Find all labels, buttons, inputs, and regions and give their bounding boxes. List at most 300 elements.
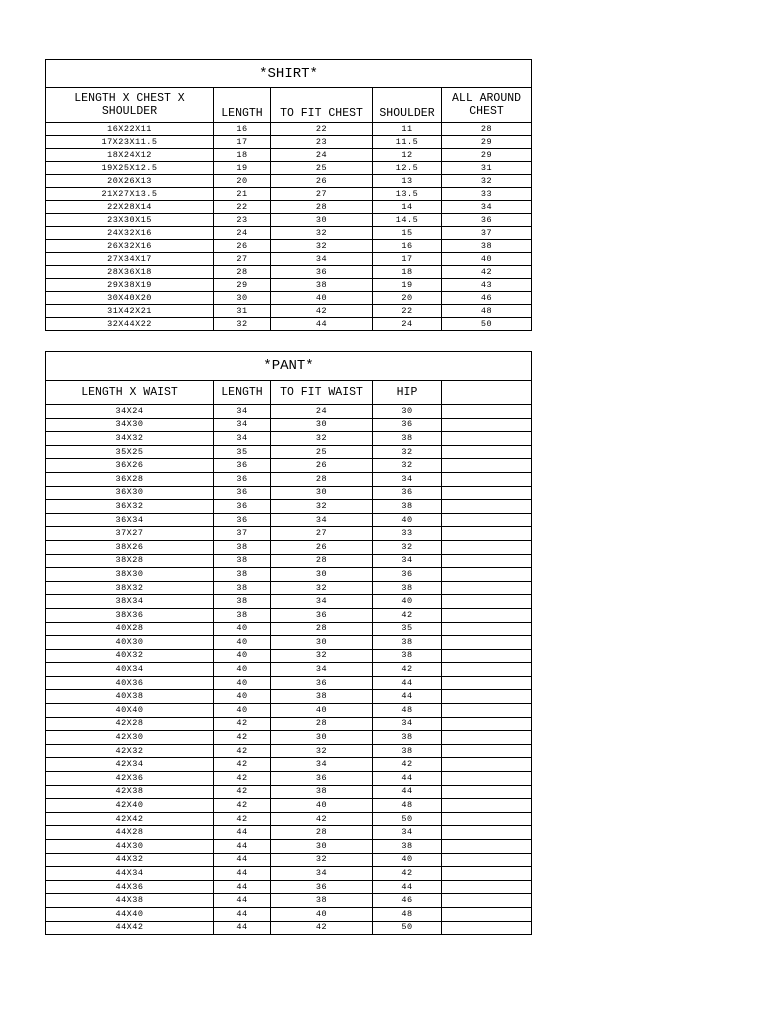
pant-cell: 36 bbox=[214, 459, 271, 473]
pant-cell: 36 bbox=[271, 608, 373, 622]
shirt-cell: 29 bbox=[442, 136, 532, 149]
pant-table-row bbox=[46, 907, 532, 921]
pant-table-row bbox=[46, 704, 532, 718]
pant-cell: 36X34 bbox=[46, 513, 214, 527]
pant-table-row bbox=[46, 622, 532, 636]
pant-cell: 34 bbox=[373, 554, 442, 568]
shirt-cell: 30X40X20 bbox=[46, 292, 214, 305]
pant-cell bbox=[442, 527, 532, 541]
shirt-table-row bbox=[46, 175, 532, 188]
shirt-cell: 44 bbox=[271, 318, 373, 331]
pant-cell: 40 bbox=[214, 663, 271, 677]
shirt-cell: 24X32X16 bbox=[46, 227, 214, 240]
shirt-cell: 50 bbox=[442, 318, 532, 331]
pant-table-row bbox=[46, 690, 532, 704]
pant-table-row bbox=[46, 608, 532, 622]
pant-cell: 42X36 bbox=[46, 772, 214, 786]
pant-table-row bbox=[46, 472, 532, 486]
shirt-table-row bbox=[46, 253, 532, 266]
pant-cell: 38X36 bbox=[46, 608, 214, 622]
shirt-cell: 46 bbox=[442, 292, 532, 305]
pant-cell: 40X34 bbox=[46, 663, 214, 677]
pant-cell: 40 bbox=[373, 513, 442, 527]
shirt-cell: 30 bbox=[214, 292, 271, 305]
pant-cell: 44X32 bbox=[46, 853, 214, 867]
shirt-cell: 11.5 bbox=[373, 136, 442, 149]
pant-cell: 32 bbox=[271, 432, 373, 446]
pant-table-row bbox=[46, 418, 532, 432]
pant-table-title: *PANT* bbox=[46, 352, 532, 381]
pant-table-row bbox=[46, 853, 532, 867]
pant-cell: 28 bbox=[271, 622, 373, 636]
pant-table-row bbox=[46, 513, 532, 527]
pant-cell: 42 bbox=[373, 663, 442, 677]
pant-cell: 42 bbox=[373, 867, 442, 881]
shirt-cell: 34 bbox=[271, 253, 373, 266]
pant-cell: 40X28 bbox=[46, 622, 214, 636]
shirt-header-around-chest: ALL AROUND CHEST bbox=[442, 88, 532, 123]
shirt-cell: 42 bbox=[442, 266, 532, 279]
pant-cell: 32 bbox=[271, 744, 373, 758]
shirt-cell: 38 bbox=[271, 279, 373, 292]
pant-cell: 38 bbox=[271, 785, 373, 799]
shirt-cell: 23 bbox=[271, 136, 373, 149]
pant-cell: 35 bbox=[373, 622, 442, 636]
pant-cell: 38X34 bbox=[46, 595, 214, 609]
pant-cell bbox=[442, 405, 532, 419]
pant-cell: 30 bbox=[271, 568, 373, 582]
pant-cell: 44 bbox=[373, 785, 442, 799]
pant-table-row bbox=[46, 921, 532, 935]
pant-cell: 44 bbox=[373, 690, 442, 704]
pant-table-body bbox=[46, 405, 532, 935]
pant-cell: 44X34 bbox=[46, 867, 214, 881]
pant-header-waist: TO FIT WAIST bbox=[271, 381, 373, 405]
pant-cell: 42X34 bbox=[46, 758, 214, 772]
pant-table-row bbox=[46, 527, 532, 541]
pant-cell: 36 bbox=[373, 486, 442, 500]
pant-cell: 30 bbox=[271, 840, 373, 854]
pant-cell bbox=[442, 880, 532, 894]
pant-cell bbox=[442, 636, 532, 650]
pant-table-row bbox=[46, 663, 532, 677]
pant-cell: 35X25 bbox=[46, 445, 214, 459]
pant-cell: 34X24 bbox=[46, 405, 214, 419]
pant-table-row bbox=[46, 772, 532, 786]
shirt-cell: 16 bbox=[214, 123, 271, 136]
pant-cell: 34 bbox=[271, 758, 373, 772]
pant-table-row bbox=[46, 595, 532, 609]
pant-cell: 44 bbox=[214, 840, 271, 854]
shirt-cell: 19 bbox=[373, 279, 442, 292]
pant-cell: 42 bbox=[271, 921, 373, 935]
pant-cell: 48 bbox=[373, 907, 442, 921]
pant-cell bbox=[442, 758, 532, 772]
pant-cell: 40 bbox=[373, 595, 442, 609]
pant-cell: 38 bbox=[373, 636, 442, 650]
pant-cell: 38 bbox=[271, 894, 373, 908]
pant-table-row bbox=[46, 867, 532, 881]
pant-cell: 40X38 bbox=[46, 690, 214, 704]
pant-cell: 38X32 bbox=[46, 581, 214, 595]
pant-cell: 34X30 bbox=[46, 418, 214, 432]
pant-header-empty bbox=[442, 381, 532, 405]
pant-cell: 40 bbox=[214, 636, 271, 650]
shirt-table-row bbox=[46, 149, 532, 162]
pant-cell: 44X42 bbox=[46, 921, 214, 935]
pant-cell: 38 bbox=[214, 595, 271, 609]
pant-cell: 42X42 bbox=[46, 812, 214, 826]
shirt-cell: 20X26X13 bbox=[46, 175, 214, 188]
pant-cell: 40 bbox=[214, 690, 271, 704]
pant-cell: 40 bbox=[214, 704, 271, 718]
shirt-cell: 36 bbox=[442, 214, 532, 227]
pant-header-hip: HIP bbox=[373, 381, 442, 405]
pant-cell: 38 bbox=[373, 432, 442, 446]
shirt-cell: 17 bbox=[373, 253, 442, 266]
pant-cell: 34X32 bbox=[46, 432, 214, 446]
pant-header-length: LENGTH bbox=[214, 381, 271, 405]
pant-cell: 44X30 bbox=[46, 840, 214, 854]
pant-cell: 40X32 bbox=[46, 649, 214, 663]
shirt-cell: 26 bbox=[271, 175, 373, 188]
pant-table-row bbox=[46, 880, 532, 894]
pant-cell: 44X36 bbox=[46, 880, 214, 894]
pant-cell: 42 bbox=[214, 799, 271, 813]
pant-cell bbox=[442, 731, 532, 745]
pant-cell: 36X28 bbox=[46, 472, 214, 486]
pant-cell: 44 bbox=[373, 880, 442, 894]
pant-cell: 32 bbox=[271, 853, 373, 867]
shirt-cell: 18 bbox=[373, 266, 442, 279]
pant-cell: 36 bbox=[271, 880, 373, 894]
pant-table-row bbox=[46, 785, 532, 799]
shirt-cell: 24 bbox=[214, 227, 271, 240]
shirt-cell: 36 bbox=[271, 266, 373, 279]
pant-table-row bbox=[46, 894, 532, 908]
shirt-cell: 21X27X13.5 bbox=[46, 188, 214, 201]
pant-cell: 44X40 bbox=[46, 907, 214, 921]
pant-cell bbox=[442, 826, 532, 840]
shirt-cell: 28 bbox=[442, 123, 532, 136]
pant-cell: 34 bbox=[271, 663, 373, 677]
pant-cell bbox=[442, 867, 532, 881]
pant-cell: 38 bbox=[271, 690, 373, 704]
pant-cell: 32 bbox=[373, 540, 442, 554]
pant-cell: 42 bbox=[214, 785, 271, 799]
pant-cell: 36X26 bbox=[46, 459, 214, 473]
shirt-cell: 18 bbox=[214, 149, 271, 162]
shirt-cell: 16 bbox=[373, 240, 442, 253]
shirt-cell: 29 bbox=[214, 279, 271, 292]
shirt-cell: 43 bbox=[442, 279, 532, 292]
pant-cell: 28 bbox=[271, 717, 373, 731]
pant-table-row bbox=[46, 812, 532, 826]
pant-cell bbox=[442, 772, 532, 786]
pant-cell bbox=[442, 568, 532, 582]
pant-cell: 36 bbox=[373, 418, 442, 432]
shirt-table-row bbox=[46, 188, 532, 201]
pant-cell: 40X36 bbox=[46, 676, 214, 690]
pant-cell: 38X28 bbox=[46, 554, 214, 568]
pant-cell: 35 bbox=[214, 445, 271, 459]
pant-table-row bbox=[46, 649, 532, 663]
pant-table-row bbox=[46, 432, 532, 446]
pant-cell bbox=[442, 744, 532, 758]
shirt-cell: 17 bbox=[214, 136, 271, 149]
pant-cell: 42 bbox=[373, 608, 442, 622]
pant-table-row bbox=[46, 554, 532, 568]
pant-cell: 46 bbox=[373, 894, 442, 908]
pant-cell bbox=[442, 418, 532, 432]
pant-cell: 36X32 bbox=[46, 500, 214, 514]
shirt-cell: 19 bbox=[214, 162, 271, 175]
shirt-header-chest: TO FIT CHEST bbox=[271, 88, 373, 123]
pant-cell bbox=[442, 459, 532, 473]
shirt-table-row bbox=[46, 318, 532, 331]
shirt-cell: 25 bbox=[271, 162, 373, 175]
shirt-cell: 32 bbox=[214, 318, 271, 331]
pant-table-row bbox=[46, 459, 532, 473]
pant-cell: 38 bbox=[373, 840, 442, 854]
pant-cell: 48 bbox=[373, 799, 442, 813]
shirt-cell: 14.5 bbox=[373, 214, 442, 227]
pant-cell: 32 bbox=[271, 500, 373, 514]
pant-cell: 42 bbox=[214, 812, 271, 826]
pant-cell: 50 bbox=[373, 812, 442, 826]
pant-cell: 28 bbox=[271, 826, 373, 840]
pant-cell: 34 bbox=[373, 717, 442, 731]
shirt-cell: 40 bbox=[442, 253, 532, 266]
pant-table-row bbox=[46, 405, 532, 419]
pant-cell: 40X40 bbox=[46, 704, 214, 718]
pant-table-row bbox=[46, 799, 532, 813]
pant-cell: 38 bbox=[373, 731, 442, 745]
pant-cell: 34 bbox=[271, 867, 373, 881]
pant-table-row bbox=[46, 568, 532, 582]
pant-table-row bbox=[46, 731, 532, 745]
pant-cell: 42 bbox=[214, 772, 271, 786]
pant-table-row bbox=[46, 500, 532, 514]
pant-cell bbox=[442, 608, 532, 622]
pant-cell: 30 bbox=[271, 486, 373, 500]
pant-table-row bbox=[46, 486, 532, 500]
pant-cell: 36 bbox=[271, 772, 373, 786]
shirt-table-row bbox=[46, 162, 532, 175]
pant-cell: 42X40 bbox=[46, 799, 214, 813]
pant-cell: 32 bbox=[271, 649, 373, 663]
pant-cell: 42 bbox=[271, 812, 373, 826]
shirt-cell: 38 bbox=[442, 240, 532, 253]
shirt-cell: 29 bbox=[442, 149, 532, 162]
shirt-cell: 11 bbox=[373, 123, 442, 136]
pant-cell bbox=[442, 894, 532, 908]
pant-cell bbox=[442, 690, 532, 704]
pant-cell: 36 bbox=[373, 568, 442, 582]
pant-cell: 37 bbox=[214, 527, 271, 541]
shirt-cell: 20 bbox=[214, 175, 271, 188]
pant-cell: 36 bbox=[214, 513, 271, 527]
pant-cell bbox=[442, 785, 532, 799]
pant-cell: 48 bbox=[373, 704, 442, 718]
shirt-cell: 40 bbox=[271, 292, 373, 305]
pant-table-row bbox=[46, 758, 532, 772]
pant-cell: 38 bbox=[373, 500, 442, 514]
pant-table-row bbox=[46, 581, 532, 595]
shirt-cell: 22 bbox=[373, 305, 442, 318]
pant-cell: 40 bbox=[271, 907, 373, 921]
shirt-size-table bbox=[45, 59, 532, 331]
pant-cell: 42 bbox=[214, 717, 271, 731]
pant-table-row bbox=[46, 744, 532, 758]
pant-cell: 38 bbox=[373, 649, 442, 663]
shirt-cell: 22 bbox=[214, 201, 271, 214]
pant-cell: 42 bbox=[214, 744, 271, 758]
pant-header-size: LENGTH X WAIST bbox=[46, 381, 214, 405]
pant-cell: 42X32 bbox=[46, 744, 214, 758]
pant-cell: 44 bbox=[214, 907, 271, 921]
pant-cell: 38 bbox=[214, 581, 271, 595]
shirt-cell: 22 bbox=[271, 123, 373, 136]
pant-cell: 40 bbox=[214, 676, 271, 690]
pant-cell: 26 bbox=[271, 459, 373, 473]
shirt-header-size: LENGTH X CHEST X SHOULDER bbox=[46, 88, 214, 123]
pant-cell: 30 bbox=[373, 405, 442, 419]
pant-cell bbox=[442, 472, 532, 486]
pant-cell: 34 bbox=[214, 418, 271, 432]
pant-cell: 38X30 bbox=[46, 568, 214, 582]
pant-cell: 34 bbox=[373, 472, 442, 486]
shirt-table-body bbox=[46, 123, 532, 331]
pant-table-row bbox=[46, 636, 532, 650]
pant-cell bbox=[442, 676, 532, 690]
pant-cell: 38 bbox=[214, 568, 271, 582]
pant-cell: 38X26 bbox=[46, 540, 214, 554]
pant-cell: 38 bbox=[373, 744, 442, 758]
shirt-cell: 48 bbox=[442, 305, 532, 318]
shirt-cell: 30 bbox=[271, 214, 373, 227]
pant-cell bbox=[442, 663, 532, 677]
shirt-cell: 12 bbox=[373, 149, 442, 162]
pant-cell: 38 bbox=[214, 554, 271, 568]
shirt-cell: 23X30X15 bbox=[46, 214, 214, 227]
shirt-cell: 18X24X12 bbox=[46, 149, 214, 162]
pant-cell: 44X28 bbox=[46, 826, 214, 840]
pant-table-row bbox=[46, 826, 532, 840]
shirt-cell: 13 bbox=[373, 175, 442, 188]
pant-cell bbox=[442, 445, 532, 459]
pant-cell: 24 bbox=[271, 405, 373, 419]
pant-cell: 37X27 bbox=[46, 527, 214, 541]
pant-cell: 36X30 bbox=[46, 486, 214, 500]
pant-cell bbox=[442, 704, 532, 718]
shirt-cell: 32 bbox=[271, 240, 373, 253]
shirt-cell: 34 bbox=[442, 201, 532, 214]
pant-cell: 44 bbox=[373, 772, 442, 786]
shirt-table-row bbox=[46, 214, 532, 227]
shirt-cell: 33 bbox=[442, 188, 532, 201]
shirt-cell: 31 bbox=[442, 162, 532, 175]
pant-cell bbox=[442, 812, 532, 826]
pant-cell: 42 bbox=[214, 758, 271, 772]
pant-cell: 36 bbox=[271, 676, 373, 690]
shirt-cell: 13.5 bbox=[373, 188, 442, 201]
shirt-cell: 28 bbox=[214, 266, 271, 279]
pant-cell: 44 bbox=[373, 676, 442, 690]
pant-cell: 44 bbox=[214, 894, 271, 908]
shirt-cell: 20 bbox=[373, 292, 442, 305]
shirt-cell: 27X34X17 bbox=[46, 253, 214, 266]
pant-cell bbox=[442, 840, 532, 854]
pant-cell: 30 bbox=[271, 636, 373, 650]
pant-table-row bbox=[46, 840, 532, 854]
pant-cell: 33 bbox=[373, 527, 442, 541]
pant-cell: 50 bbox=[373, 921, 442, 935]
shirt-cell: 29X38X19 bbox=[46, 279, 214, 292]
pant-cell: 32 bbox=[373, 445, 442, 459]
pant-cell: 36 bbox=[214, 472, 271, 486]
shirt-cell: 15 bbox=[373, 227, 442, 240]
shirt-table-row bbox=[46, 227, 532, 240]
pant-cell: 40 bbox=[214, 649, 271, 663]
pant-cell: 34 bbox=[373, 826, 442, 840]
pant-table-row bbox=[46, 445, 532, 459]
pant-cell bbox=[442, 717, 532, 731]
pant-cell: 34 bbox=[271, 513, 373, 527]
pant-cell: 38 bbox=[214, 540, 271, 554]
pant-cell: 27 bbox=[271, 527, 373, 541]
pant-cell: 44 bbox=[214, 880, 271, 894]
pant-cell: 38 bbox=[214, 608, 271, 622]
shirt-header-shoulder: SHOULDER bbox=[373, 88, 442, 123]
shirt-cell: 26X32X16 bbox=[46, 240, 214, 253]
pant-cell bbox=[442, 500, 532, 514]
shirt-table-row bbox=[46, 292, 532, 305]
shirt-cell: 42 bbox=[271, 305, 373, 318]
shirt-cell: 32 bbox=[442, 175, 532, 188]
shirt-cell: 24 bbox=[271, 149, 373, 162]
pant-cell: 40 bbox=[271, 799, 373, 813]
pant-cell: 38 bbox=[373, 581, 442, 595]
shirt-cell: 31 bbox=[214, 305, 271, 318]
pant-cell bbox=[442, 622, 532, 636]
pant-cell: 34 bbox=[214, 405, 271, 419]
pant-cell: 26 bbox=[271, 540, 373, 554]
pant-cell: 42 bbox=[373, 758, 442, 772]
shirt-table-row bbox=[46, 201, 532, 214]
shirt-cell: 32X44X22 bbox=[46, 318, 214, 331]
pant-cell: 40 bbox=[271, 704, 373, 718]
pant-cell bbox=[442, 921, 532, 935]
pant-cell: 42X38 bbox=[46, 785, 214, 799]
pant-cell: 40 bbox=[373, 853, 442, 867]
shirt-cell: 28 bbox=[271, 201, 373, 214]
pant-cell bbox=[442, 486, 532, 500]
pant-cell bbox=[442, 540, 532, 554]
shirt-table-row bbox=[46, 266, 532, 279]
pant-cell: 30 bbox=[271, 731, 373, 745]
pant-cell bbox=[442, 554, 532, 568]
pant-table-row bbox=[46, 717, 532, 731]
pant-cell: 32 bbox=[271, 581, 373, 595]
pant-table-row bbox=[46, 676, 532, 690]
pant-cell: 44 bbox=[214, 853, 271, 867]
pant-cell: 44 bbox=[214, 867, 271, 881]
pant-cell: 44 bbox=[214, 826, 271, 840]
shirt-cell: 19X25X12.5 bbox=[46, 162, 214, 175]
shirt-cell: 21 bbox=[214, 188, 271, 201]
pant-cell bbox=[442, 907, 532, 921]
